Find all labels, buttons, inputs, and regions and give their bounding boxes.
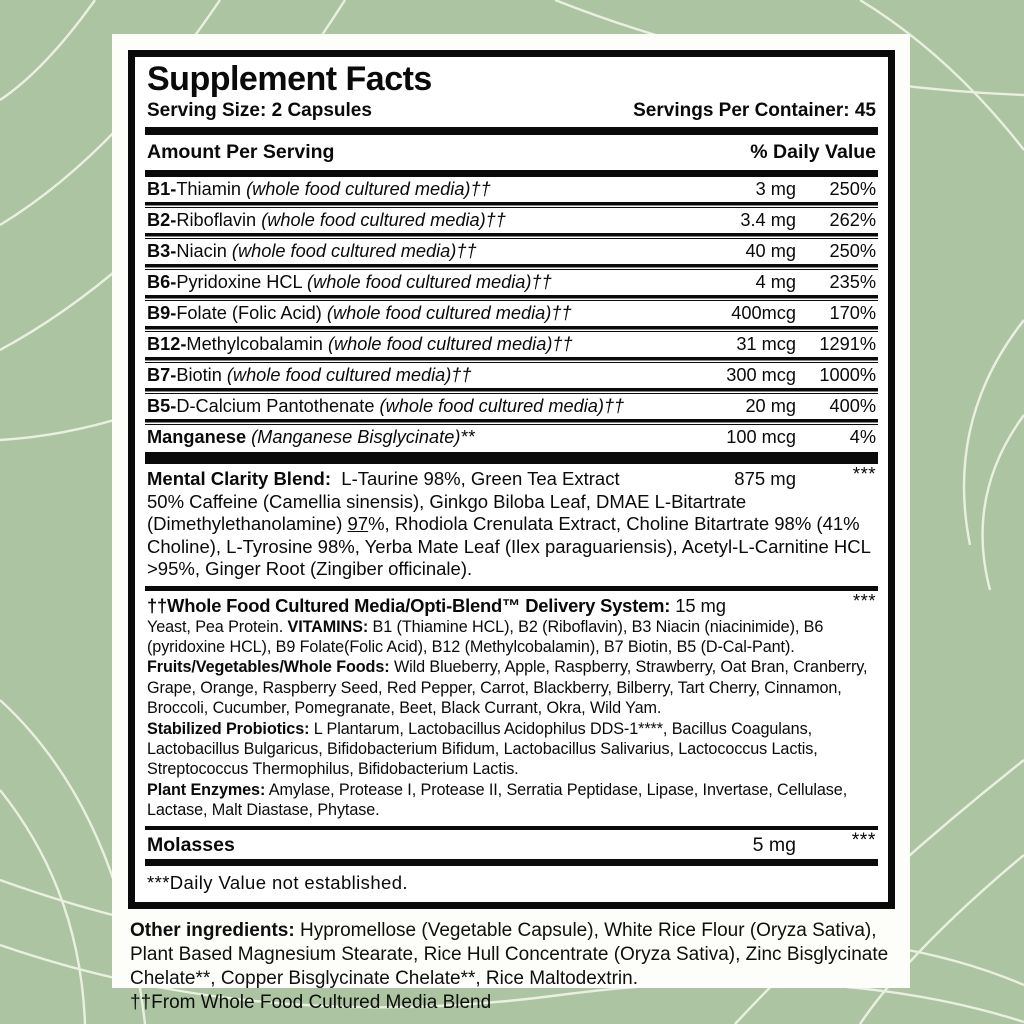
mental-clarity-ingredients: 50% Caffeine (Camellia sinensis), Ginkgo Biloba Leaf, DMAE L-Bitartrate (Dimethylethanolamine) 97%, Rhodiola Crenulata Extract, Choline Bitartrate 98% (41% Choline), L-Tyrosine 98%, Yerba Mate Leaf (Ilex paraguariensis), Acetyl-L-Carnitine HCL >95%, Ginger Root (Zingiber officinale). bbox=[147, 490, 871, 580]
delivery-system-label: ††Whole Food Cultured Media/Opti-Blend™ Delivery System: bbox=[147, 594, 671, 616]
nutrient-dv: 170% bbox=[829, 303, 876, 324]
delivery-plant-enzymes: Plant Enzymes: Amylase, Protease I, Protease II, Serratia Peptidase, Lipase, Invertase, Cellulase, Lactase, Malt Diastase, Phytase. bbox=[147, 780, 848, 820]
nutrient-name: B2-Riboflavin (whole food cultured media)†† bbox=[147, 210, 506, 231]
daily-value-header: % Daily Value bbox=[750, 141, 876, 164]
nutrient-amount: 3.4 mg bbox=[740, 210, 796, 231]
delivery-vitamins: Yeast, Pea Protein. VITAMINS: B1 (Thiamine HCL), B2 (Riboflavin), B3 Niacin (niacinimide), B6 (pyridoxine HCL), B9 Folate(Folic Acid), B12 (Methylcobalamin), B7 Biotin, B5 (D-Cal-Pant). bbox=[147, 617, 824, 656]
other-ingredients: Other ingredients: Hypromellose (Vegetable Capsule), White Rice Flour (Oryza Sativa), Plant Based Magnesium Stearate, Rice Hull Concentrate (Oryza Sativa), Zinc Bisglycinate Chelate**, Copper Bisglycinate Chelate**, Rice Maltodextrin. ††From Whole Food Cultured Media Blend bbox=[128, 919, 895, 1015]
delivery-system-section bbox=[145, 591, 878, 826]
servings-per-container: Servings Per Container: 45 bbox=[633, 100, 876, 122]
molasses-dv: *** bbox=[851, 828, 876, 851]
nutrient-amount: 4 mg bbox=[755, 272, 796, 293]
delivery-fruits-vegetables: Fruits/Vegetables/Whole Foods: Wild Blueberry, Apple, Raspberry, Strawberry, Oat Bran, Cranberry, Grape, Orange, Raspberry Seed, Red Pepper, Carrot, Blackberry, Bilberry, Tart Cherry, Cinnamon, Broccoli, Cucumber, Pomegranate, Beet, Black Currant, Okra, Wild Yam. bbox=[147, 658, 868, 718]
delivery-system-amount: 15 mg bbox=[670, 594, 726, 616]
nutrient-row-b9 bbox=[145, 301, 878, 326]
nutrient-dv: 1291% bbox=[819, 334, 876, 355]
nutrient-name: B7-Biotin (whole food cultured media)†† bbox=[147, 365, 472, 386]
divider-thick bbox=[145, 170, 878, 177]
nutrient-dv: 400% bbox=[829, 396, 876, 417]
nutrient-amount: 20 mg bbox=[745, 396, 796, 417]
nutrient-dv: 1000% bbox=[819, 365, 876, 386]
molasses-amount: 5 mg bbox=[752, 833, 796, 856]
nutrient-amount: 100 mcg bbox=[726, 427, 796, 448]
mental-clarity-first-line: Mental Clarity Blend: L-Taurine 98%, Green Tea Extract 875 mg *** bbox=[147, 463, 876, 490]
divider-thick bbox=[145, 127, 878, 135]
nutrient-amount: 40 mg bbox=[745, 241, 796, 262]
supplement-facts-label bbox=[112, 34, 910, 1013]
nutrient-name: B12-Methylcobalamin (whole food cultured media)†† bbox=[147, 334, 573, 355]
nutrient-row-manganese bbox=[145, 425, 878, 450]
nutrient-name: B9-Folate (Folic Acid) (whole food cultured media)†† bbox=[147, 303, 572, 324]
nutrient-amount: 31 mcg bbox=[736, 334, 796, 355]
amount-per-serving-header: Amount Per Serving bbox=[147, 141, 335, 164]
molasses-row bbox=[145, 830, 878, 859]
serving-size: Serving Size: 2 Capsules bbox=[147, 100, 372, 122]
nutrient-dv: 262% bbox=[829, 210, 876, 231]
supplement-facts-panel bbox=[128, 50, 895, 909]
nutrient-row-b3 bbox=[145, 239, 878, 264]
delivery-probiotics: Stabilized Probiotics: L Plantarum, Lactobacillus Acidophilus DDS-1****, Bacillus Coagulans, Lactobacillus Bulgaricus, Bifidobacterium Bifidum, Lactobacillus Salivarius, Lactococcus Lactis, Streptococcus Thermophilus, Bifidobacterium Lactis. bbox=[147, 719, 818, 779]
delivery-system-dv: *** bbox=[853, 589, 876, 611]
mental-clarity-label: Mental Clarity Blend: bbox=[147, 468, 331, 490]
from-whole-food-note: ††From Whole Food Cultured Media Blend bbox=[130, 991, 492, 1013]
serving-row bbox=[145, 97, 878, 127]
mental-clarity-blend-section bbox=[145, 464, 878, 586]
nutrient-dv: 250% bbox=[829, 179, 876, 200]
nutrient-row-b12 bbox=[145, 332, 878, 357]
molasses-name: Molasses bbox=[147, 833, 235, 856]
nutrient-row-b7 bbox=[145, 363, 878, 388]
divider-footer bbox=[145, 859, 878, 866]
other-ingredients-label: Other ingredients: bbox=[130, 919, 295, 941]
nutrient-row-b2 bbox=[145, 208, 878, 233]
divider-extra-thick bbox=[145, 452, 878, 464]
nutrient-amount: 300 mcg bbox=[726, 365, 796, 386]
mental-clarity-amount: 875 mg bbox=[734, 468, 796, 490]
nutrient-amount: 3 mg bbox=[755, 179, 796, 200]
delivery-system-header bbox=[147, 589, 876, 617]
mental-clarity-dv: *** bbox=[852, 463, 876, 485]
daily-value-footnote: ***Daily Value not established. bbox=[147, 871, 408, 893]
nutrient-dv: 235% bbox=[829, 272, 876, 293]
nutrient-row-b5 bbox=[145, 394, 878, 419]
nutrient-name: B5-D-Calcium Pantothenate (whole food cultured media)†† bbox=[147, 396, 625, 417]
column-header-row bbox=[145, 137, 878, 168]
nutrient-amount: 400mcg bbox=[731, 303, 796, 324]
nutrient-row-b6 bbox=[145, 270, 878, 295]
panel-title: Supplement Facts bbox=[147, 60, 432, 98]
nutrient-name: B1-Thiamin (whole food cultured media)†† bbox=[147, 179, 491, 200]
nutrient-name: B3-Niacin (whole food cultured media)†† bbox=[147, 241, 477, 262]
nutrient-dv: 250% bbox=[829, 241, 876, 262]
nutrient-row-b1 bbox=[145, 177, 878, 202]
nutrient-name: B6-Pyridoxine HCL (whole food cultured media)†† bbox=[147, 272, 552, 293]
nutrient-name: Manganese (Manganese Bisglycinate)** bbox=[147, 427, 475, 448]
nutrient-dv: 4% bbox=[849, 427, 876, 448]
